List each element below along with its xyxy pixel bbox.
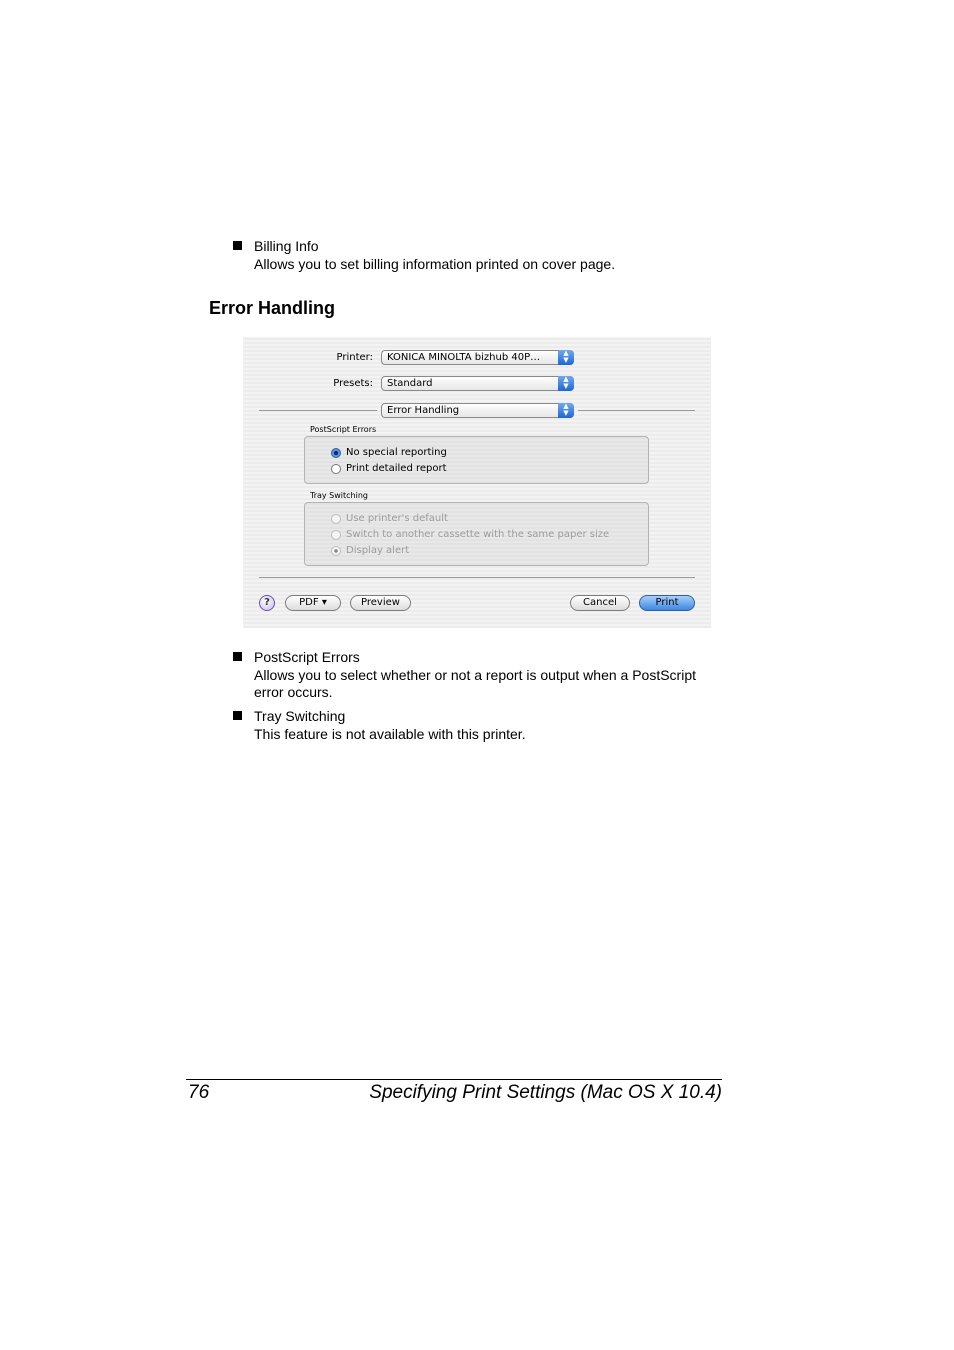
tray-group-title: Tray Switching <box>310 491 368 500</box>
bullet-description: Allows you to select whether or not a report is output when a PostScript <box>254 667 697 683</box>
radio-disabled-icon <box>331 530 341 540</box>
section-heading: Error Handling <box>209 298 336 318</box>
footer-title: Specifying Print Settings (Mac OS X 10.4) <box>369 1082 722 1103</box>
popup-arrows-icon: ▲ ▼ <box>558 350 574 365</box>
radio-disabled-icon <box>331 514 341 524</box>
postscript-group-title: PostScript Errors <box>310 425 377 434</box>
bullet-title: Tray Switching <box>254 708 346 724</box>
popup-arrows-icon: ▲ ▼ <box>558 376 574 391</box>
help-button[interactable]: ? <box>259 595 275 611</box>
postscript-group-box <box>304 436 649 484</box>
panel-value: Error Handling <box>387 405 460 416</box>
bullet-description: Allows you to set billing information printed on cover page. <box>254 256 616 272</box>
print-dialog <box>243 337 711 628</box>
bullet-title: Billing Info <box>254 238 319 254</box>
bullet-description: This feature is not available with this printer. <box>254 726 526 742</box>
pdf-button[interactable]: PDF ▾ <box>285 595 341 611</box>
separator-left <box>259 410 377 411</box>
panel-popup[interactable] <box>381 403 574 418</box>
presets-value: Standard <box>387 378 433 389</box>
radio-unselected-icon <box>331 464 341 474</box>
radio-selected-icon <box>331 448 341 458</box>
radio-label: Display alert <box>346 545 410 556</box>
printer-label: Printer: <box>336 352 373 363</box>
radio-label: Use printer's default <box>346 513 448 524</box>
footer-rule <box>186 1079 722 1080</box>
bullet-description: error occurs. <box>254 684 333 700</box>
radio-disabled-selected-icon <box>331 546 341 556</box>
page-number: 76 <box>188 1082 210 1103</box>
radio-label: Switch to another cassette with the same paper size <box>346 529 610 540</box>
printer-popup[interactable] <box>381 350 574 365</box>
cancel-button[interactable]: Cancel <box>570 595 630 611</box>
print-button[interactable]: Print <box>639 595 695 611</box>
printer-value: KONICA MINOLTA bizhub 40P… <box>387 352 541 363</box>
bottom-separator <box>259 577 695 578</box>
radio-label: Print detailed report <box>346 463 447 474</box>
bullet-marker <box>233 652 242 661</box>
preview-button[interactable]: Preview <box>350 595 411 611</box>
presets-popup[interactable] <box>381 376 574 391</box>
bullet-title: PostScript Errors <box>254 649 360 665</box>
bullet-marker <box>233 241 242 250</box>
radio-label: No special reporting <box>346 447 447 458</box>
bullet-marker <box>233 711 242 720</box>
presets-label: Presets: <box>333 378 373 389</box>
separator-right <box>578 410 695 411</box>
popup-arrows-icon: ▲ ▼ <box>558 403 574 418</box>
